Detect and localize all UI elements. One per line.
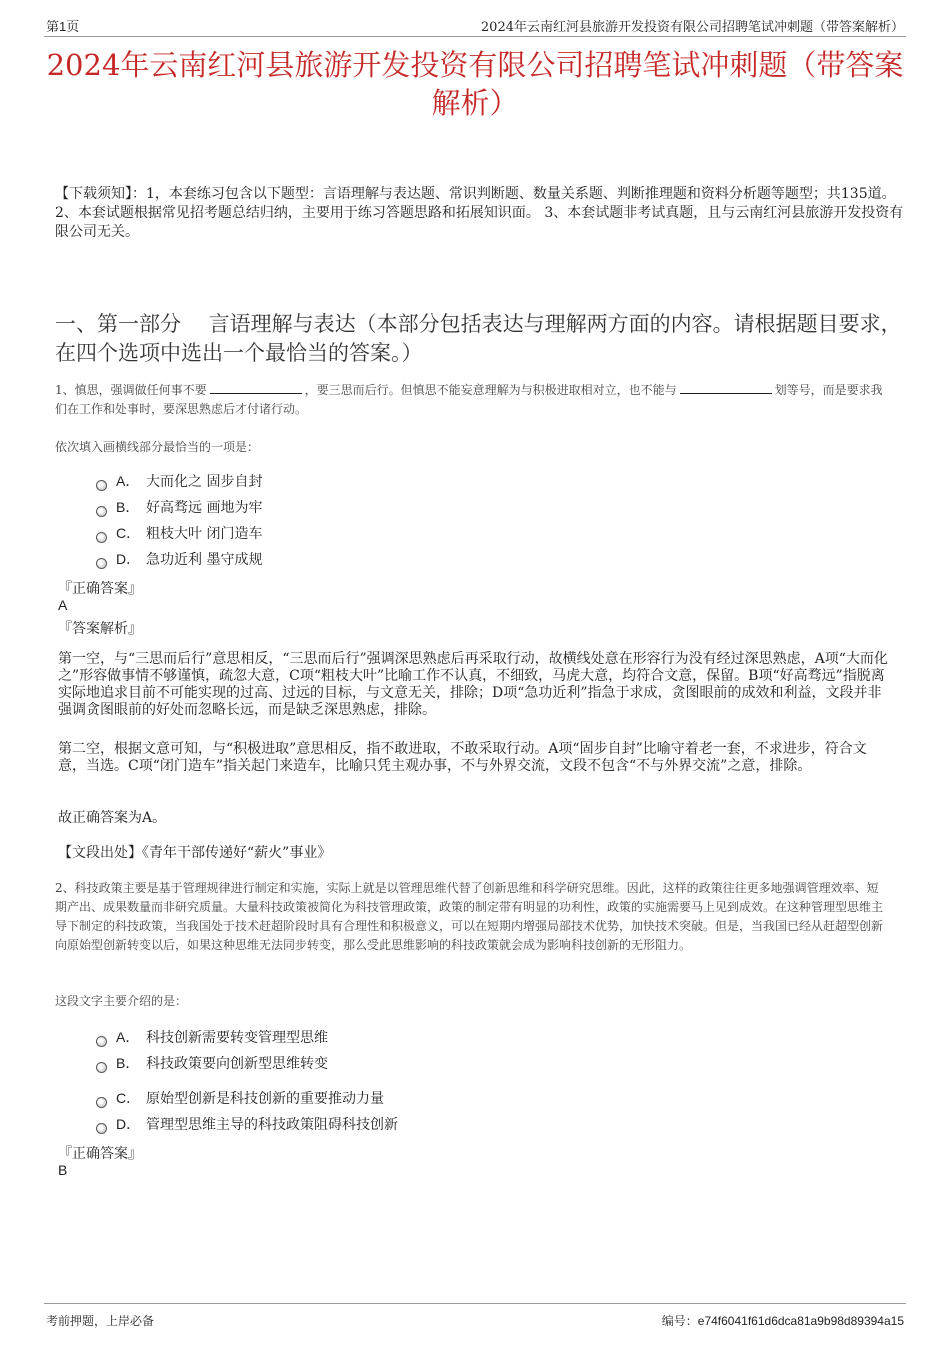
question-1-text-part-a: 1、慎思，强调做任何事不要 [55,383,207,397]
question-2-answer-label: 『正确答案』 [58,1146,142,1162]
question-1-option-a[interactable]: A． 大而化之 固步自封 [96,471,262,491]
footer-slogan: 考前押题，上岸必备 [46,1314,155,1328]
radio-icon[interactable] [96,1123,107,1134]
question-1-analysis-2: 第二空，根据文意可知，与“积极进取”意思相反，指不敢进取，不敢采取行动。A项“固步自封”比喻守着老一套，不求进步，符合文意，当选。C项“闭门造车”指关起门来造车，比喻只凭主观办事，不与外界交流，文段不包含“不与外界交流”之意，排除。 [58,741,867,774]
question-1-option-d[interactable]: D． 急功近利 墨守成规 [96,549,262,569]
question-1-conclusion: 故正确答案为A。 [58,810,167,826]
footer-code-value: e74f6041f61d6dca81a9b98d89394a15 [697,1314,904,1328]
question-1-answer: A [58,597,68,613]
footer-code-label: 编号： [661,1314,698,1328]
question-2-option-b[interactable]: B． 科技政策要向创新型思维转变 [96,1053,328,1073]
radio-icon[interactable] [96,480,107,491]
option-text: 大而化之 固步自封 [146,474,263,490]
page-number: 第1页 [46,19,80,34]
question-1-answer-label: 『正确答案』 [58,581,142,597]
radio-icon[interactable] [96,532,107,543]
question-1-prompt: 依次填入画横线部分最恰当的一项是： [55,440,260,454]
option-text: 科技政策要向创新型思维转变 [146,1056,328,1072]
question-1-analysis-1: 第一空，与“三思而后行”意思相反，“三思而后行”强调深思熟虑后再采取行动，故横线处意在形容行为没有经过深思熟虑，A项“大而化之”形容做事情不够谨慎，疏忽大意，C项“粗枝大叶”比喻工作不认真，不细致，马虎大意，均符合文意，保留。B项“好高骛远”指脱离实际地追求目前不可能实现的过高、过远的目标，与文意无关，排除；D项“急功近利”指急于求成，贪图眼前的成效和利益，文段并非强调贪图眼前的好处而忽略长远，而是缺乏深思熟虑，排除。 [58,651,888,718]
option-text: 急功近利 墨守成规 [146,552,263,568]
option-text: 管理型思维主导的科技政策阻碍科技创新 [146,1117,398,1133]
question-2-option-a[interactable]: A． 科技创新需要转变管理型思维 [96,1027,328,1047]
question-1-option-c[interactable]: C． 粗枝大叶 闭门造车 [96,523,262,543]
question-2-option-c[interactable]: C． 原始型创新是科技创新的重要推动力量 [96,1088,384,1108]
question-2-text: 2、科技政策主要是基于管理规律进行制定和实施，实际上就是以管理思维代替了创新思维和科学研究思维。因此，这样的政策往往更多地强调管理效率、短期产出、成果数量而非研究质量。大量科技政策被简化为科技管理政策，政策的制定带有明显的功利性，政策的实施需要马上见到成效。在这种管理型思维主导下制定的科技政策，当我国处于技术赶超阶段时具有合理性和积极意义，可以在短期内增强局部技术优势，加快技术突破。但是，当我国已经从赶超型创新向原始型创新转变以后，如果这种思维无法同步转变，那么受此思维影响的科技政策就会成为影响科技创新的无形阻力。 [55,881,884,952]
option-text: 原始型创新是科技创新的重要推动力量 [146,1091,384,1107]
section-heading: 一、第一部分 言语理解与表达（本部分包括表达与理解两方面的内容。请根据题目要求，在四个选项中选出一个最恰当的答案。） [55,312,902,365]
option-text: 科技创新需要转变管理型思维 [146,1030,328,1046]
question-2-prompt: 这段文字主要介绍的是： [55,994,188,1008]
question-1-text [55,381,890,419]
fill-blank-1 [210,381,302,394]
download-notice: 【下载须知】：1，本套练习包含以下题型：言语理解与表达题、常识判断题、数量关系题、判断推理题和资料分析题等题型；共135道。 2、本套试题根据常见招考题总结归纳，主要用于练习答题思路和拓展知识面。 3、本套试题非考试真题，且与云南红河县旅游开发投资有限公司无关。 [55,186,904,240]
question-2-option-d[interactable]: D． 管理型思维主导的科技政策阻碍科技创新 [96,1114,398,1134]
option-text: 好高骛远 画地为牢 [146,500,263,516]
question-1-source: 【文段出处】《青年干部传递好“薪火”事业》 [58,845,332,861]
question-1-option-b[interactable]: B． 好高骛远 画地为牢 [96,497,262,517]
fill-blank-2 [680,381,772,394]
question-2-answer: B [58,1162,68,1178]
radio-icon[interactable] [96,506,107,517]
radio-icon[interactable] [96,1036,107,1047]
page-header [44,14,906,37]
question-1-analysis-label: 『答案解析』 [58,621,142,637]
page-footer [44,1303,906,1330]
question-1-text-part-c: 划等号，而是要求我们在工作和处事时，要深思熟虑后才付诸行动。 [55,383,883,416]
header-doc-title: 2024年云南红河县旅游开发投资有限公司招聘笔试冲刺题（带答案解析） [480,20,904,35]
question-1-text-part-b: ，要三思而后行。但慎思不能妄意理解为与积极进取相对立，也不能与 [304,383,677,397]
document-title: 2024年云南红河县旅游开发投资有限公司招聘笔试冲刺题（带答案解析） [46,48,904,120]
footer-code [662,1312,904,1329]
radio-icon[interactable] [96,1062,107,1073]
option-text: 粗枝大叶 闭门造车 [146,526,263,542]
radio-icon[interactable] [96,1097,107,1108]
radio-icon[interactable] [96,558,107,569]
